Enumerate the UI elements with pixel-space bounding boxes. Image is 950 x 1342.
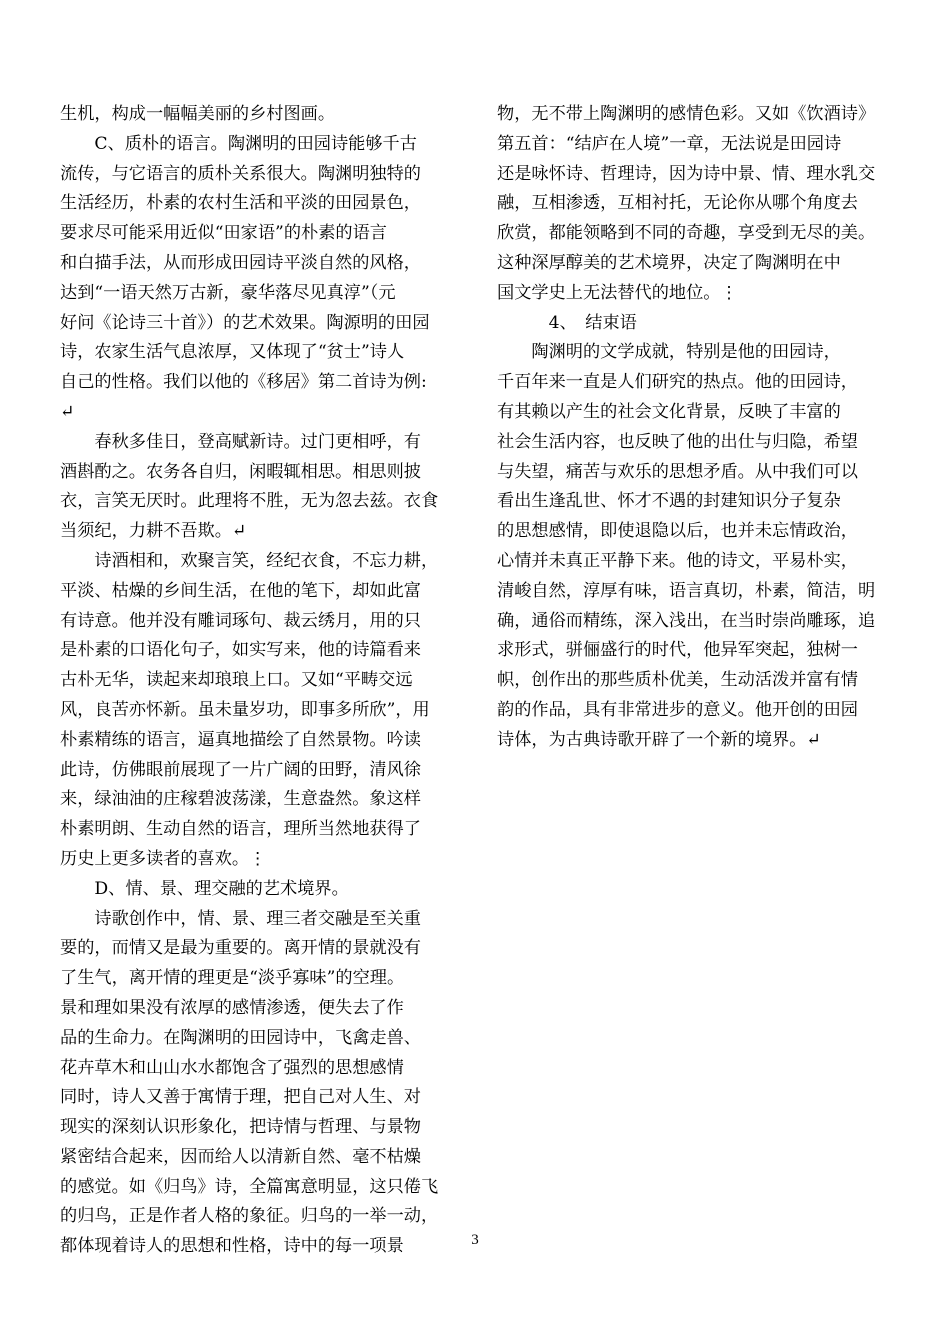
text-line: 是朴素的口语化句子，如实写来，他的诗篇看来 (60, 640, 421, 661)
text-line: 还是咏怀诗、哲理诗，因为诗中景、情、理水乳交 (497, 163, 876, 184)
text-line: 诗歌创作中，情、景、理三者交融是至关重 (60, 908, 421, 929)
text-line: 花卉草木和山山水水都饱含了强烈的思想感情 (60, 1057, 404, 1078)
section-heading-d: D、情、景、理交融的艺术境界。 (60, 878, 349, 899)
page-number: 3 (471, 1232, 479, 1248)
text-line: 要的，而情又是最为重要的。离开情的景就没有 (60, 938, 421, 959)
text-line: 诗酒相和，欢聚言笑，经纪衣食，不忘力耕， (60, 550, 439, 571)
text-line: 清峻自然，淳厚有味，语言真切，朴素，简洁，明 (497, 580, 876, 601)
text-line: 陶渊明的文学成就，特别是他的田园诗， (497, 342, 841, 363)
text-line: 风，良苦亦怀新。虽未量岁功，即事多所欣”，用 (60, 699, 430, 720)
text-line: 诗体，为古典诗歌开辟了一个新的境界。↵ (497, 729, 821, 750)
text-line: 有其赖以产生的社会文化背景，反映了丰富的 (497, 401, 841, 422)
text-line: 的思想感情，即使退隐以后，也并未忘情政治， (497, 521, 858, 542)
text-line: 求形式，骈俪盛行的时代，他异军突起，独树一 (497, 640, 858, 661)
paragraph-mark-line: ↵ (60, 401, 75, 422)
text-line: 和白描手法，从而形成田园诗平淡自然的风格， (60, 252, 421, 273)
text-line: 自己的性格。我们以他的《移居》第二首诗为例: (60, 372, 427, 393)
text-line: 有诗意。他并没有雕词琢句、裁云绣月，用的只 (60, 610, 421, 631)
text-line: 这种深厚醇美的艺术境界，决定了陶渊明在中 (497, 252, 841, 273)
text-line: 的感觉。如《归鸟》诗，全篇寓意明显，这只倦飞 (60, 1176, 439, 1197)
text-line: 了生气，离开情的理更是“淡乎寡味”的空理。 (60, 968, 405, 989)
text-line: 确，通俗而精练，深入浅出，在当时崇尚雕琢，追 (497, 610, 876, 631)
text-line: 春秋多佳日，登高赋新诗。过门更相呼，有 (60, 431, 421, 452)
section-heading-conclusion: 4、 结束语 (497, 312, 637, 333)
text-line: 当须纪，力耕不吾欺。↵ (60, 521, 247, 542)
text-line: 与失望，痛苦与欢乐的思想矛盾。从中我们可以 (497, 461, 858, 482)
text-line: 酒斟酌之。农务各自归，闲暇辄相思。相思则披 (60, 461, 421, 482)
text-line: 生活经历，朴素的农村生活和平淡的田园景色， (60, 193, 421, 214)
text-line: 的归鸟，正是作者人格的象征。归鸟的一举一动， (60, 1206, 439, 1227)
text-line: 融，互相渗透，互相衬托，无论你从哪个角度去 (497, 193, 858, 214)
text-line: 社会生活内容，也反映了他的出仕与归隐，希望 (497, 431, 858, 452)
text-line: 生机，构成一幅幅美丽的乡村图画。 (60, 104, 336, 124)
text-line: 好问《论诗三十首》）的艺术效果。陶源明的田园 (60, 312, 430, 333)
right-column (497, 100, 907, 756)
text-line: 达到“一语天然万古新，豪华落尽见真淳”（元 (60, 282, 396, 303)
text-line: 历史上更多读者的喜欢。⋮ (60, 848, 267, 869)
text-line: C、质朴的语言。陶渊明的田园诗能够千古 (60, 133, 417, 154)
text-line: 此诗，仿佛眼前展现了一片广阔的田野，清风徐 (60, 759, 421, 780)
text-line: 千百年来一直是人们研究的热点。他的田园诗， (497, 372, 858, 393)
text-line: 古朴无华，读起来却琅琅上口。又如“平畴交远 (60, 670, 413, 691)
text-line: 景和理如果没有浓厚的感情渗透，便失去了作 (60, 997, 404, 1018)
text-line: 心情并未真正平静下来。他的诗文，平易朴实， (497, 550, 858, 571)
text-line: 第五首：“结庐在人境”一章，无法说是田园诗 (497, 133, 842, 154)
text-line: 朴素明朗、生动自然的语言，理所当然地获得了 (60, 819, 421, 840)
left-column (60, 100, 458, 1262)
text-line: 同时，诗人又善于寓情于理，把自己对人生、对 (60, 1087, 421, 1108)
text-line: 看出生逢乱世、怀才不遇的封建知识分子复杂 (497, 491, 841, 512)
text-line: 现实的深刻认识形象化，把诗情与哲理、与景物 (60, 1117, 421, 1138)
text-line: 紧密结合起来，因而给人以清新自然、毫不枯燥 (60, 1146, 421, 1167)
text-line: 平淡、枯燥的乡间生活，在他的笔下，却如此富 (60, 580, 421, 601)
text-line: 流传，与它语言的质朴关系很大。陶渊明独特的 (60, 163, 421, 184)
text-line: 衣，言笑无厌时。此理将不胜，无为忽去兹。衣食 (60, 491, 439, 512)
text-line: 诗，农家生活气息浓厚，又体现了“贫士”诗人 (60, 342, 405, 363)
text-line: 欣赏，都能领略到不同的奇趣，享受到无尽的美。 (497, 223, 876, 244)
text-line: 要求尽可能采用近似“田家语”的朴素的语言 (60, 223, 387, 244)
text-line: 韵的作品，具有非常进步的意义。他开创的田园 (497, 699, 858, 720)
text-line: 物，无不带上陶渊明的感情色彩。又如《饮酒诗》 (497, 104, 876, 124)
text-line: 朴素精练的语言，逼真地描绘了自然景物。吟读 (60, 729, 421, 750)
text-line: 品的生命力。在陶渊明的田园诗中，飞禽走兽、 (60, 1027, 421, 1048)
text-line: 都体现着诗人的思想和性格，诗中的每一项景 (60, 1236, 404, 1257)
text-line: 国文学史上无法替代的地位。⋮ (497, 282, 738, 303)
text-line: 帜，创作出的那些质朴优美，生动活泼并富有情 (497, 670, 858, 691)
text-line: 来，绿油油的庄稼碧波荡漾，生意盎然。象这样 (60, 789, 421, 810)
